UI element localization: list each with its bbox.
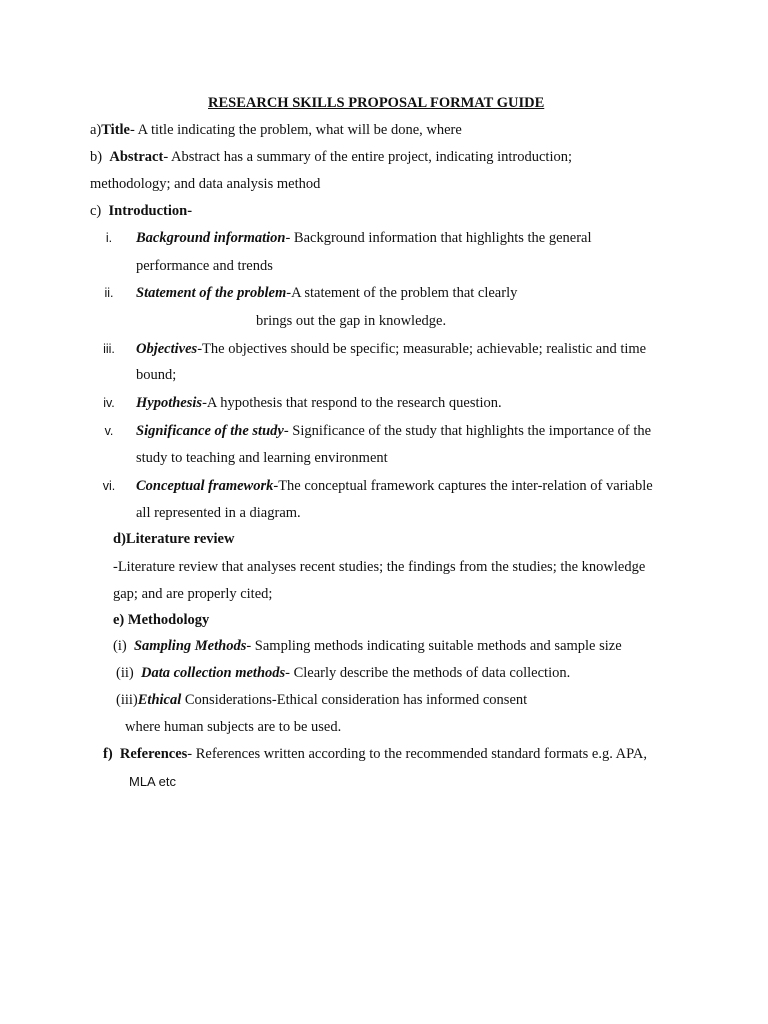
section-b-text: - Abstract has a summary of the entire project, indicating introduction;	[163, 149, 573, 165]
document-title: RESEARCH SKILLS PROPOSAL FORMAT GUIDE	[208, 95, 545, 111]
item-number: i.	[105, 231, 113, 245]
item-heading: Sampling Methods	[133, 638, 247, 654]
item-number: vi.	[102, 479, 116, 493]
section-a-line	[90, 121, 462, 139]
section-c-heading: Introduction-	[108, 203, 193, 219]
intro-item-background	[136, 229, 592, 247]
item-prefix: (ii)	[116, 665, 138, 681]
item-heading: Background information	[136, 230, 286, 246]
section-c-line	[90, 202, 192, 220]
item-text: -The conceptual framework captures the inter-relation of variable	[273, 478, 653, 494]
item-text: - Background information that highlights the general	[285, 230, 592, 246]
item-continuation: performance and trends	[136, 258, 273, 274]
item-text: - Significance of the study that highlights the importance of the	[283, 423, 652, 439]
item-prefix: (iii)	[116, 692, 138, 708]
item-heading: Objectives	[136, 341, 198, 357]
section-e-heading: e) Methodology	[113, 612, 210, 628]
item-text: -A hypothesis that respond to the research question.	[202, 395, 502, 411]
item-prefix: (i)	[113, 638, 131, 654]
section-a-prefix: a)	[90, 122, 102, 138]
section-b-heading: Abstract	[109, 149, 164, 165]
section-b-continuation: methodology; and data analysis method	[90, 176, 321, 192]
intro-item-objectives	[136, 340, 646, 358]
section-f-text: - References written according to the recommended standard formats e.g. APA,	[187, 746, 647, 762]
item-text: -A statement of the problem that clearly	[286, 285, 518, 301]
section-a-text: - A title indicating the problem, what will be done, where	[130, 122, 462, 138]
item-continuation: bound;	[136, 367, 177, 383]
item-heading: Hypothesis	[136, 395, 203, 411]
intro-item-hypothesis	[136, 394, 502, 412]
intro-item-conceptual-framework	[136, 477, 653, 495]
item-number: iii.	[103, 342, 115, 356]
item-continuation: study to teaching and learning environment	[136, 450, 388, 466]
intro-item-significance	[136, 422, 651, 440]
item-continuation: brings out the gap in knowledge.	[256, 313, 447, 329]
item-number: ii.	[104, 286, 114, 300]
item-heading: Ethical	[137, 692, 182, 708]
item-text: -The objectives should be specific; measurable; achievable; realistic and time	[197, 341, 647, 357]
method-item-ethical	[116, 691, 527, 709]
intro-item-problem-statement	[136, 284, 517, 302]
item-heading: Conceptual framework	[136, 478, 274, 494]
section-f-heading: References	[119, 746, 188, 762]
item-continuation: all represented in a diagram.	[136, 505, 301, 521]
item-text: - Clearly describe the methods of data collection.	[285, 665, 571, 681]
section-f-line	[103, 745, 647, 763]
item-text: Considerations-Ethical consideration has informed consent	[181, 692, 528, 708]
section-b-prefix: b)	[90, 149, 103, 165]
method-item-data-collection	[116, 664, 570, 682]
item-heading: Significance of the study	[136, 423, 284, 439]
section-c-prefix: c)	[90, 203, 102, 219]
item-heading: Statement of the problem	[136, 285, 287, 301]
section-a-heading: Title	[101, 122, 130, 138]
section-d-text: -Literature review that analyses recent studies; the findings from the studies; the knowledge	[113, 559, 646, 575]
section-b-line	[90, 148, 572, 166]
item-number: v.	[104, 424, 114, 438]
method-item-sampling	[113, 637, 622, 655]
item-continuation: where human subjects are to be used.	[125, 719, 342, 735]
section-f-prefix: f)	[103, 746, 113, 762]
item-heading: Data collection methods	[140, 665, 286, 681]
item-number: iv.	[103, 396, 115, 410]
section-d-continuation: gap; and are properly cited;	[113, 586, 273, 602]
section-f-continuation: MLA etc	[129, 774, 176, 789]
item-text: - Sampling methods indicating suitable methods and sample size	[246, 638, 622, 654]
section-d-heading: d)Literature review	[113, 531, 235, 547]
